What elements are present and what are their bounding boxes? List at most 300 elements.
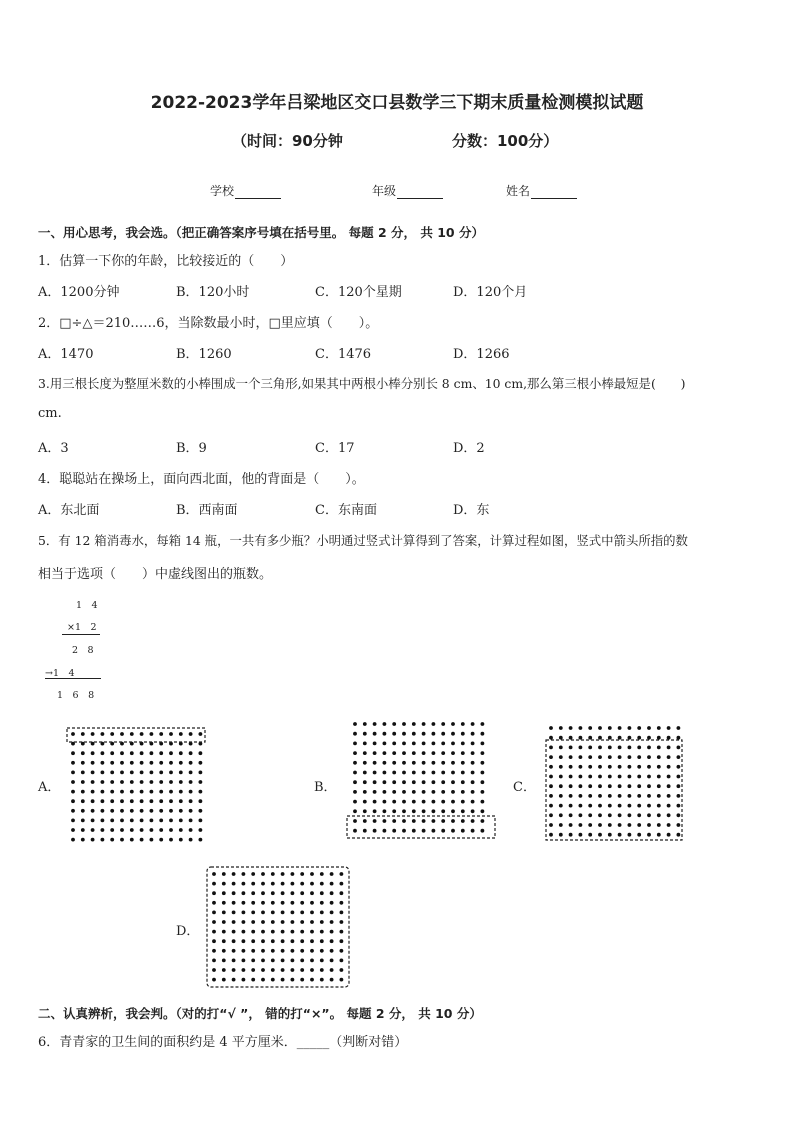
dot xyxy=(549,755,553,759)
dot xyxy=(363,732,367,736)
dot xyxy=(402,732,406,736)
dot xyxy=(330,978,334,982)
dot xyxy=(363,722,367,726)
dot xyxy=(310,930,314,934)
dot xyxy=(300,930,304,934)
dot xyxy=(281,930,285,934)
dot xyxy=(320,901,324,905)
dot xyxy=(667,794,671,798)
dot xyxy=(677,794,681,798)
dot xyxy=(618,755,622,759)
dot xyxy=(353,742,357,746)
dot xyxy=(353,819,357,823)
dot xyxy=(461,809,465,813)
name-field xyxy=(506,182,577,199)
dot xyxy=(261,959,265,963)
dot xyxy=(140,828,144,832)
dot xyxy=(330,949,334,953)
name-label: 姓名 xyxy=(506,184,531,198)
dot xyxy=(432,732,436,736)
dot xyxy=(598,794,602,798)
dot xyxy=(130,732,134,736)
q3-option-d: D．2 xyxy=(453,441,485,456)
dot xyxy=(392,732,396,736)
dot xyxy=(608,755,612,759)
dot xyxy=(271,891,275,895)
dot xyxy=(637,784,641,788)
dot xyxy=(199,828,203,832)
dot xyxy=(569,765,573,769)
dot xyxy=(320,939,324,943)
dot xyxy=(71,780,75,784)
dot xyxy=(628,746,632,750)
calc-row-4: →1 4 xyxy=(45,668,75,679)
dot xyxy=(310,882,314,886)
dot xyxy=(657,833,661,837)
dot xyxy=(179,751,183,755)
dot xyxy=(549,765,553,769)
dot xyxy=(320,978,324,982)
dot xyxy=(461,722,465,726)
dot xyxy=(340,901,344,905)
dot xyxy=(559,726,563,730)
dot xyxy=(120,828,124,832)
dot xyxy=(373,771,377,775)
dot xyxy=(271,872,275,876)
dot xyxy=(189,732,193,736)
dot xyxy=(471,780,475,784)
dot xyxy=(598,736,602,740)
dot xyxy=(251,872,255,876)
dot xyxy=(110,732,114,736)
dot xyxy=(373,742,377,746)
dot xyxy=(140,799,144,803)
dot xyxy=(140,771,144,775)
q4-option-c: C．东南面 xyxy=(315,503,377,518)
dot xyxy=(432,790,436,794)
dot xyxy=(140,732,144,736)
dot xyxy=(677,784,681,788)
dot xyxy=(140,819,144,823)
dot xyxy=(91,732,95,736)
dot xyxy=(353,771,357,775)
dot xyxy=(481,780,485,784)
dot xyxy=(340,882,344,886)
dot xyxy=(432,761,436,765)
dot xyxy=(373,829,377,833)
dot xyxy=(232,911,236,915)
dot xyxy=(120,790,124,794)
dot xyxy=(300,968,304,972)
dot xyxy=(222,891,226,895)
q2-option-d: D．1266 xyxy=(453,347,510,362)
dot xyxy=(637,775,641,779)
dot xyxy=(130,751,134,755)
dot xyxy=(373,751,377,755)
calc-line-1 xyxy=(62,634,100,635)
dot xyxy=(618,784,622,788)
dot xyxy=(291,920,295,924)
calc-row-5: 1 6 8 xyxy=(57,690,95,701)
dot xyxy=(251,882,255,886)
dot xyxy=(199,761,203,765)
dot xyxy=(330,959,334,963)
dot xyxy=(402,742,406,746)
grade-blank[interactable] xyxy=(397,186,443,199)
dot xyxy=(81,838,85,842)
dot xyxy=(242,891,246,895)
dot xyxy=(120,809,124,813)
dot xyxy=(383,800,387,804)
dot xyxy=(441,771,445,775)
dot xyxy=(451,732,455,736)
dot xyxy=(481,800,485,804)
dot xyxy=(647,775,651,779)
dot xyxy=(189,751,193,755)
dot xyxy=(392,742,396,746)
dot xyxy=(628,755,632,759)
q4-option-b: B．西南面 xyxy=(176,503,238,518)
dot xyxy=(481,809,485,813)
dot-grid-d-dots xyxy=(212,872,343,981)
dot xyxy=(232,920,236,924)
dot xyxy=(559,765,563,769)
dot xyxy=(441,722,445,726)
dot xyxy=(242,930,246,934)
dot xyxy=(588,823,592,827)
dot xyxy=(559,755,563,759)
dot xyxy=(71,819,75,823)
dot xyxy=(422,771,426,775)
dot xyxy=(412,771,416,775)
dot xyxy=(471,761,475,765)
dot xyxy=(140,780,144,784)
dot xyxy=(232,968,236,972)
dot xyxy=(579,804,583,808)
dot xyxy=(608,726,612,730)
dot xyxy=(291,882,295,886)
dot xyxy=(559,813,563,817)
dot xyxy=(212,891,216,895)
dot xyxy=(320,891,324,895)
dot xyxy=(628,823,632,827)
dot xyxy=(159,838,163,842)
dot xyxy=(628,813,632,817)
dot xyxy=(251,911,255,915)
dot xyxy=(422,751,426,755)
dot xyxy=(363,751,367,755)
dot xyxy=(120,771,124,775)
dot xyxy=(569,755,573,759)
dot xyxy=(150,819,154,823)
dot xyxy=(291,968,295,972)
dot xyxy=(159,771,163,775)
dot xyxy=(657,736,661,740)
dot xyxy=(310,911,314,915)
dot xyxy=(392,809,396,813)
dot xyxy=(441,790,445,794)
dot xyxy=(412,751,416,755)
dot xyxy=(657,813,661,817)
dot xyxy=(657,755,661,759)
dot xyxy=(271,968,275,972)
dot xyxy=(598,804,602,808)
dot xyxy=(71,838,75,842)
dot xyxy=(169,838,173,842)
dot xyxy=(189,771,193,775)
dot xyxy=(549,746,553,750)
dot xyxy=(130,799,134,803)
dot xyxy=(222,930,226,934)
dot xyxy=(330,911,334,915)
dot xyxy=(281,959,285,963)
dot xyxy=(120,751,124,755)
dot xyxy=(212,920,216,924)
dot xyxy=(300,911,304,915)
name-blank[interactable] xyxy=(531,186,577,199)
dot xyxy=(101,790,105,794)
dot xyxy=(569,775,573,779)
dot xyxy=(667,775,671,779)
dot xyxy=(471,790,475,794)
dot xyxy=(340,968,344,972)
dot xyxy=(412,800,416,804)
dot xyxy=(451,800,455,804)
dot xyxy=(657,775,661,779)
dot xyxy=(383,819,387,823)
dot xyxy=(451,819,455,823)
dot xyxy=(199,751,203,755)
dot xyxy=(110,799,114,803)
dot xyxy=(637,823,641,827)
dot xyxy=(618,804,622,808)
dot xyxy=(281,872,285,876)
dot xyxy=(677,804,681,808)
dot xyxy=(281,891,285,895)
dot-grid-d xyxy=(203,862,355,992)
dot xyxy=(261,968,265,972)
dot xyxy=(618,833,622,837)
dot xyxy=(481,732,485,736)
dot xyxy=(637,794,641,798)
dot xyxy=(91,828,95,832)
dot xyxy=(179,790,183,794)
dot xyxy=(461,732,465,736)
dot xyxy=(150,761,154,765)
dot xyxy=(271,911,275,915)
dot xyxy=(471,722,475,726)
dot xyxy=(461,751,465,755)
school-blank[interactable] xyxy=(235,186,281,199)
dot xyxy=(451,742,455,746)
dot xyxy=(569,833,573,837)
dot xyxy=(461,829,465,833)
dot xyxy=(310,978,314,982)
q5-text-line2: 相当于选项（ ）中虚线图出的瓶数。 xyxy=(38,567,273,582)
dot xyxy=(441,819,445,823)
dot xyxy=(402,722,406,726)
dot xyxy=(422,722,426,726)
dot xyxy=(373,780,377,784)
dot xyxy=(451,809,455,813)
dot xyxy=(71,809,75,813)
dot xyxy=(579,823,583,827)
dot xyxy=(159,751,163,755)
dot xyxy=(222,872,226,876)
dot xyxy=(159,819,163,823)
dot xyxy=(159,761,163,765)
dot xyxy=(598,755,602,759)
dot xyxy=(637,755,641,759)
dot xyxy=(261,978,265,982)
dot xyxy=(392,819,396,823)
dot xyxy=(588,794,592,798)
dot xyxy=(549,794,553,798)
dot xyxy=(677,736,681,740)
dot xyxy=(383,771,387,775)
dot xyxy=(412,819,416,823)
dot xyxy=(179,780,183,784)
dot xyxy=(199,771,203,775)
dot xyxy=(412,829,416,833)
dot xyxy=(353,761,357,765)
dot xyxy=(353,722,357,726)
dot xyxy=(330,930,334,934)
dot xyxy=(363,771,367,775)
dot xyxy=(471,751,475,755)
dot xyxy=(392,790,396,794)
dot xyxy=(110,771,114,775)
dot xyxy=(618,726,622,730)
dot xyxy=(402,771,406,775)
dot xyxy=(222,920,226,924)
dot xyxy=(261,930,265,934)
dot xyxy=(169,828,173,832)
dot xyxy=(281,920,285,924)
dot xyxy=(432,722,436,726)
dot xyxy=(402,790,406,794)
dot xyxy=(189,809,193,813)
dot xyxy=(222,959,226,963)
dot xyxy=(637,813,641,817)
dot xyxy=(199,809,203,813)
dot xyxy=(130,771,134,775)
dot xyxy=(120,838,124,842)
dot xyxy=(291,939,295,943)
dot xyxy=(110,809,114,813)
dot xyxy=(300,872,304,876)
dot xyxy=(300,920,304,924)
dot xyxy=(71,799,75,803)
dot xyxy=(579,833,583,837)
dot xyxy=(579,746,583,750)
dot xyxy=(169,780,173,784)
dot xyxy=(199,732,203,736)
dot xyxy=(549,775,553,779)
dot xyxy=(657,804,661,808)
score-label: 分数：100分） xyxy=(452,132,559,150)
dot xyxy=(140,809,144,813)
dot xyxy=(667,804,671,808)
dot xyxy=(232,882,236,886)
dot xyxy=(373,809,377,813)
choice-b-label: B． xyxy=(314,780,337,795)
dot xyxy=(271,901,275,905)
dot xyxy=(212,959,216,963)
dot-grid-b xyxy=(343,716,503,844)
dot xyxy=(110,780,114,784)
dot xyxy=(461,771,465,775)
dot xyxy=(383,790,387,794)
dot xyxy=(81,751,85,755)
dot xyxy=(330,901,334,905)
dot xyxy=(222,901,226,905)
dot xyxy=(271,920,275,924)
dot xyxy=(291,901,295,905)
dot xyxy=(383,732,387,736)
dot xyxy=(130,790,134,794)
dot xyxy=(212,939,216,943)
dot xyxy=(232,978,236,982)
dot xyxy=(383,722,387,726)
dot xyxy=(412,732,416,736)
dot xyxy=(120,761,124,765)
dot xyxy=(481,829,485,833)
dot xyxy=(212,949,216,953)
dot xyxy=(637,804,641,808)
dot xyxy=(549,813,553,817)
dot xyxy=(677,726,681,730)
dot-grid-c-dots xyxy=(549,726,680,837)
dot xyxy=(588,833,592,837)
dot xyxy=(340,939,344,943)
dot xyxy=(199,799,203,803)
dot xyxy=(150,799,154,803)
dot xyxy=(271,978,275,982)
dot xyxy=(579,726,583,730)
dot xyxy=(677,823,681,827)
dot xyxy=(441,732,445,736)
dot xyxy=(101,838,105,842)
dot xyxy=(81,761,85,765)
dot xyxy=(618,765,622,769)
dot xyxy=(569,746,573,750)
dot xyxy=(618,775,622,779)
time-label: （时间：90分钟 xyxy=(232,132,343,150)
dot xyxy=(179,771,183,775)
calc-line-2 xyxy=(45,678,101,679)
dot xyxy=(179,799,183,803)
dot xyxy=(150,732,154,736)
dot xyxy=(471,742,475,746)
dot xyxy=(291,949,295,953)
dot xyxy=(169,771,173,775)
dot xyxy=(232,930,236,934)
dot xyxy=(242,978,246,982)
dot xyxy=(199,780,203,784)
dot xyxy=(71,751,75,755)
q3-text-line1: 3.用三根长度为整厘米数的小棒围成一个三角形,如果其中两根小棒分别长 8 cm、10 cm,那么第三根小棒最短是( ) xyxy=(38,376,686,391)
dot xyxy=(353,800,357,804)
page-title: 2022-2023学年吕梁地区交口县数学三下期末质量检测模拟试题 xyxy=(150,93,644,113)
dot xyxy=(251,939,255,943)
dot xyxy=(402,780,406,784)
dot xyxy=(402,751,406,755)
q2-text: 2．□÷△＝210……6，当除数最小时，□里应填（ ）。 xyxy=(38,316,379,331)
dot xyxy=(281,911,285,915)
dot xyxy=(199,838,203,842)
dot xyxy=(432,771,436,775)
